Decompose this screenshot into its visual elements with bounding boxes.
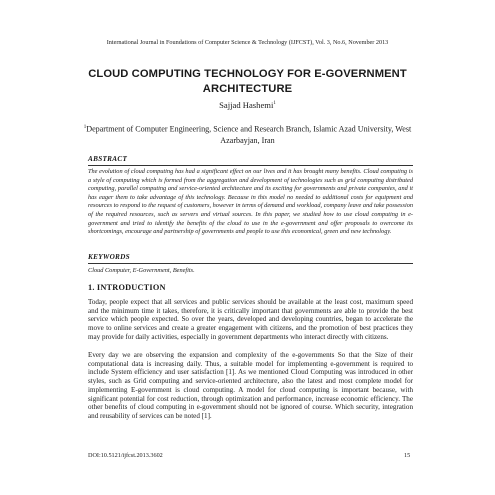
affiliation-superscript: 1 xyxy=(83,125,87,130)
abstract-heading: ABSTRACT xyxy=(88,155,128,163)
keywords-rule xyxy=(88,263,413,264)
section-heading: 1. INTRODUCTION xyxy=(88,283,166,292)
keywords-text: Cloud Computer, E-Government, Benefits. xyxy=(88,267,195,274)
author-name: Sajjad Hashemi xyxy=(219,100,274,110)
affiliation-text: Department of Computer Engineering, Science and Research Branch, Islamic Azad University, West Azarbayjan, Iran xyxy=(86,124,412,145)
paper-title: CLOUD COMPUTING TECHNOLOGY FOR E-GOVERNMENT ARCHITECTURE xyxy=(88,68,407,95)
affiliation xyxy=(80,122,415,146)
author-line xyxy=(0,100,495,110)
abstract-rule xyxy=(88,165,413,166)
keywords-heading: KEYWORDS xyxy=(88,253,130,261)
paragraph: Today, people expect that all services and public services should be available at the least cost, maximum speed and the minimum time it takes, therefore, it is critically important that governments are able to provide the best service which people expected. So over the years, developed and developing countries, began to accelerate the move to online services and create a greater engagement with citizens, and the promotion of best practices they may provide for daily activities, especially in government departments who interact directly with citizens. xyxy=(88,298,413,341)
footer-doi: DOI:10.5121/ijfcst.2013.3602 xyxy=(88,452,163,459)
author-superscript: 1 xyxy=(273,101,276,107)
paragraph: Every day we are observing the expansion and complexity of the e-governments So that the Size of their computational data is increasing daily. Thus, a suitable model for implementing e-government is required to include System efficiency and user satisfaction [1]. As we mentioned Cloud Computing was introduced in other styles, such as Grid computing and service-oriented architecture, also the latest and most complete model for implementing E-government is cloud computing. A model for cloud computing is important because, with significant potential for cost reduction, through optimization and performance, increase economic efficiency. The other benefits of cloud computing in e-government should not be ignored of course. Which security, integration and reusability of services can be noted [1]. xyxy=(88,351,413,420)
abstract-text: The evolution of cloud computing has had a significant effect on our lives and it has brought many benefits. Cloud computing is a style of computing which is formed from the aggregation and development of technologies such as grid computing distributed computing, parallel computing and service-oriented architecture and its exciting for governments and private companies, and it has eager them to take advantage of this technology. Because in this model no needed to additional costs for equipment and resources to respond to the request of customers, however in terms of demand and workload, company leave and take possession of the required resources, such as servers and virtual sources. In this paper, we studied how to use cloud computing in e-government and tried to identify the benefits of the cloud to use in the e-government and offer proposals to overcome its shortcomings, encourage and partnership of governments and people to use this economical, green and new technology. xyxy=(88,168,413,236)
page-number: 15 xyxy=(404,452,411,459)
journal-header: International Journal in Foundations of Computer Science & Technology (IJFCST), Vol. 3, No.6, November 2013 xyxy=(106,39,389,46)
